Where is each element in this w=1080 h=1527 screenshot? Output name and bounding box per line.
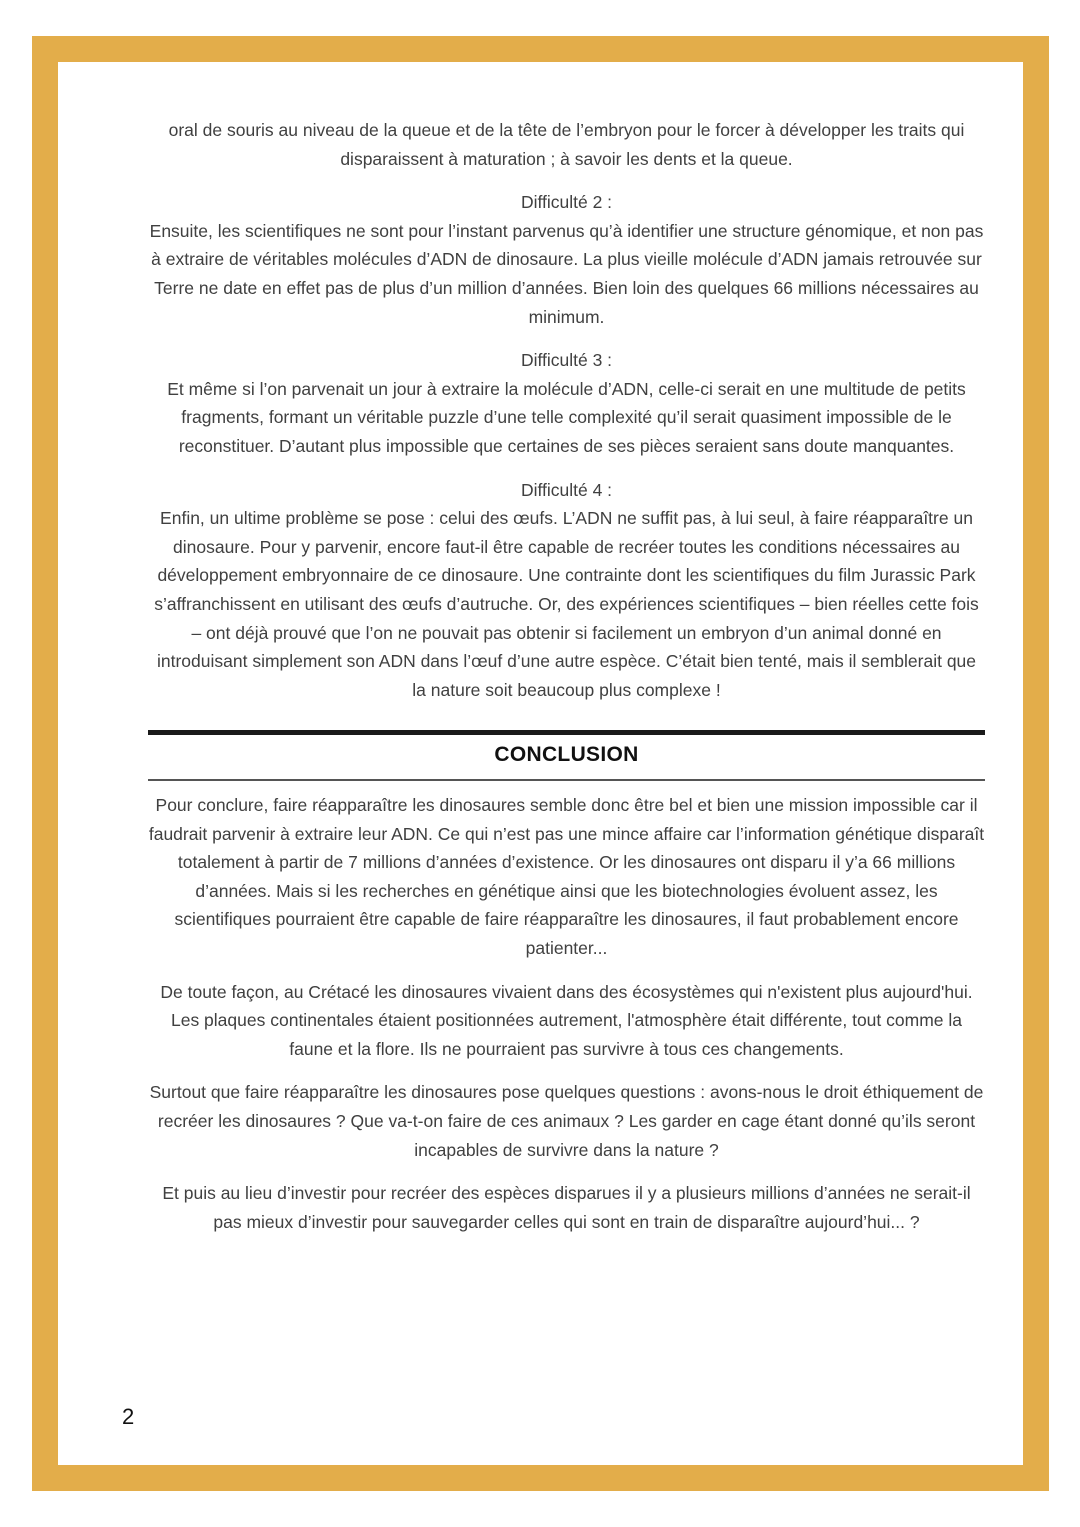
page-number: 2: [122, 1404, 135, 1429]
conclusion-paragraph-4: Et puis au lieu d’investir pour recréer des espèces disparues il y a plusieurs millions d’années ne serait-il pas mieux d’investir pour sauvegarder celles qui sont en train de disparaître aujourd’hui... ?: [162, 1183, 971, 1232]
difficulty-4-text: Enfin, un ultime problème se pose : celui des œufs. L’ADN ne suffit pas, à lui seul, à faire réapparaître un dinosaure. Pour y parvenir, encore faut-il être capable de recréer toutes les conditions nécessaires au développement embryonnaire de ce dinosaure. Une contrainte dont les scientifiques du film Jurassic Park s’affranchissent en utilisant des œufs d’autruche. Or, des expériences scientifiques – bien réelles cette fois – ont déjà prouvé que l’on ne pouvait pas obtenir si facilement un embryon d’un animal donné en introduisant simplement son ADN dans l’œuf d’une autre espèce. C’était bien tenté, mais il semblerait que la nature soit beaucoup plus complexe !: [154, 508, 979, 700]
top-paragraph: oral de souris au niveau de la queue et de la tête de l’embryon pour le forcer à développer les traits qui disparaissent à maturation ; à savoir les dents et la queue.: [168, 120, 965, 169]
section-divider-thin: [148, 779, 985, 781]
conclusion-paragraph-3: Surtout que faire réapparaître les dinosaures pose quelques questions : avons-nous le droit éthiquement de recréer les dinosaures ? Que va-t-on faire de ces animaux ? Les garder en cage étant donné qu’ils seront incapables de survivre dans la nature ?: [149, 1082, 984, 1160]
body-text-top: [148, 116, 985, 704]
difficulty-3-label: Difficulté 3 :: [520, 350, 613, 371]
difficulty-2-label: Difficulté 2 :: [520, 192, 613, 213]
page-frame: [32, 36, 1049, 1491]
difficulty-2-text: Ensuite, les scientifiques ne sont pour l’instant parvenus qu’à identifier une structure génomique, et non pas à extraire de véritables molécules d’ADN de dinosaure. La plus vieille molécule d’ADN jamais retrouvée sur Terre ne date en effet pas de plus d’un million d’années. Bien loin des quelques 66 millions nécessaires au minimum.: [149, 220, 984, 327]
difficulty-3-text: Et même si l’on parvenait un jour à extraire la molécule d’ADN, celle-ci serait en une multitude de petits fragments, formant un véritable puzzle d’une telle complexité qu’il serait quasiment impossible de le reconstituer. D’autant plus impossible que certaines de ses pièces seraient sans doute manquantes.: [167, 378, 966, 456]
conclusion-title: CONCLUSION: [494, 743, 639, 766]
conclusion-body: [148, 791, 985, 1236]
conclusion-paragraph-1: Pour conclure, faire réapparaître les dinosaures semble donc être bel et bien une mission impossible car il faudrait parvenir à extraire leur ADN. Ce qui n’est pas une mince affaire car l’information génétique disparaît totalement à partir de 7 millions d’années d’existence. Or les dinosaures ont disparu il y’a 66 millions d’années. Mais si les recherches en génétique ainsi que les biotechnologies évoluent assez, les scientifiques pourraient être capable de faire réapparaître les dinosaures, il faut probablement encore patienter...: [148, 795, 985, 958]
difficulty-4-label: Difficulté 4 :: [520, 479, 613, 500]
conclusion-paragraph-2: De toute façon, au Crétacé les dinosaures vivaient dans des écosystèmes qui n'existent plus aujourd'hui. Les plaques continentales étaient positionnées autrement, l'atmosphère était différente, tout comme la faune et la flore. Ils ne pourraient pas survivre à tous ces changements.: [160, 981, 973, 1059]
section-divider-thick: [148, 730, 985, 735]
